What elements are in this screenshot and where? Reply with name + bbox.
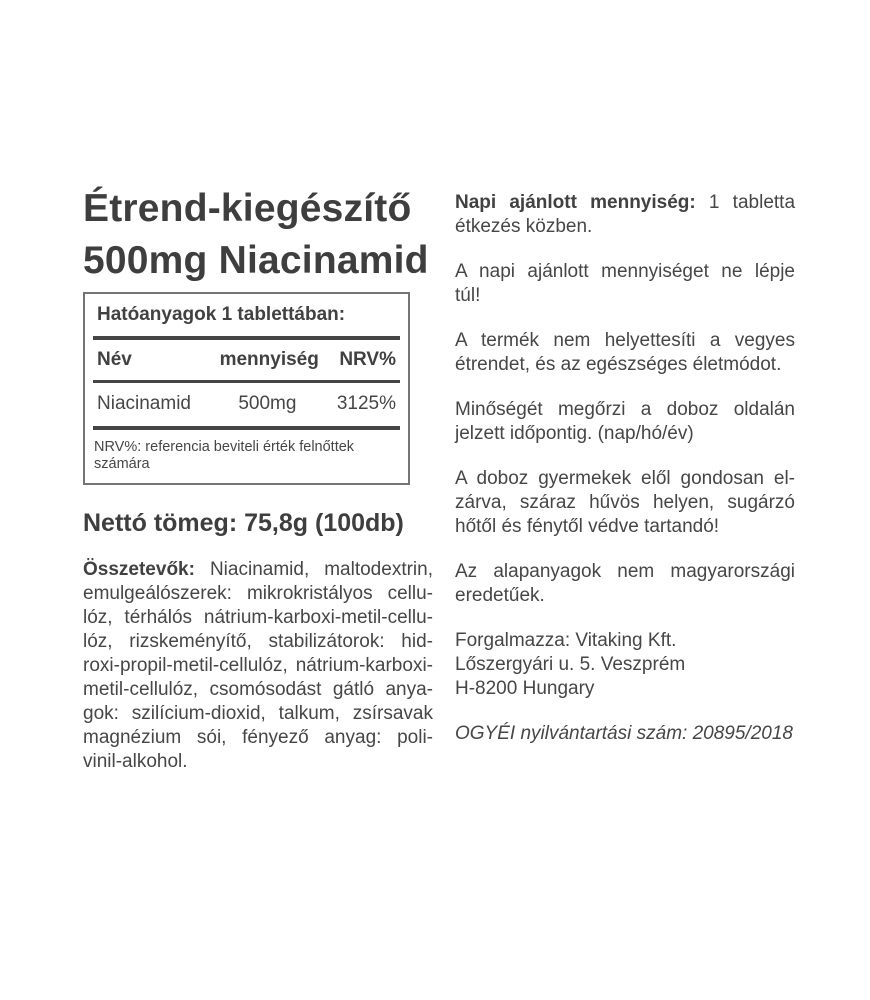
left-column <box>83 183 433 774</box>
storage-line: zárva, száraz hűvös helyen, sugárzó <box>455 492 795 513</box>
column-header-name: Név <box>97 349 132 370</box>
diet-note-line: étrendet, és az egészséges életmódot. <box>455 354 782 375</box>
ingredient-nrv-cell: 3125% <box>336 393 396 414</box>
ingredients-line: lóz, térhálós nátrium-karboxi-metil-cellu- <box>83 607 433 628</box>
product-title-line2: 500mg Niacinamid <box>83 239 429 282</box>
ingredients-paragraph <box>83 558 433 774</box>
diet-note-line: A termék nem helyettesíti a vegyes <box>455 330 795 351</box>
right-column <box>455 191 795 767</box>
ingredients-line: vinil-alkohol. <box>83 751 188 772</box>
column-header-amount: mennyiség <box>219 349 319 370</box>
warning-line: túl! <box>455 285 481 306</box>
storage-line: hőtől és fénytől védve tartandó! <box>455 516 720 537</box>
table-row <box>93 383 400 426</box>
ingredients-line: metil-cellulóz, csomósodást gátló anya- <box>83 679 433 700</box>
ingredients-line: lóz, rizskeményítő, stabilizátorok: hid- <box>83 631 433 652</box>
quality-note-line: jelzett időpontig. (nap/hó/év) <box>455 423 694 444</box>
quality-note-paragraph <box>455 398 795 446</box>
ingredients-line-rest: Niacinamid, maltodextrin, <box>194 559 433 580</box>
distributor-line: H-8200 Hungary <box>455 678 595 699</box>
registration-number-line: OGYÉI nyilvántartási szám: 20895/2018 <box>455 723 793 744</box>
dosage-line-rest: 1 tabletta <box>695 192 796 213</box>
diet-note-paragraph <box>455 329 795 377</box>
storage-paragraph <box>455 467 795 539</box>
table-note: NRV%: referencia beviteli érték felnőttek számára <box>94 439 355 472</box>
ingredients-line: magnézium sói, fényező anyag: poli- <box>83 727 433 748</box>
distributor-line: Forgalmazza: Vitaking Kft. <box>455 630 677 651</box>
warning-line: A napi ajánlott mennyiséget ne lépje <box>455 261 795 282</box>
ingredients-line <box>83 558 433 582</box>
dosage-line: étkezés közben. <box>455 216 593 237</box>
quality-note-line: Minőségét megőrzi a doboz oldalán <box>455 399 795 420</box>
active-ingredients-table <box>83 292 410 485</box>
column-header-nrv: NRV% <box>339 349 396 370</box>
storage-line: A doboz gyermekek elől gondosan el- <box>455 468 795 489</box>
ingredient-amount-cell: 500mg <box>238 393 297 414</box>
dosage-line <box>455 191 795 215</box>
table-header-row <box>93 340 400 380</box>
ingredients-line: gok: szilícium-dioxid, talkum, zsírsavak <box>83 703 433 724</box>
ingredients-line: roxi-propil-metil-cellulóz, nátrium-karboxi- <box>83 655 433 676</box>
origin-line: Az alapanyagok nem magyarországi <box>455 561 795 582</box>
table-title: Hatóanyagok 1 tablettában: <box>97 304 346 325</box>
dosage-paragraph <box>455 191 795 239</box>
overdose-warning-paragraph <box>455 260 795 308</box>
ingredient-name-cell: Niacinamid <box>97 393 191 414</box>
product-title-line1: Étrend-kiegészítő <box>83 187 412 230</box>
origin-paragraph <box>455 560 795 608</box>
product-title <box>83 183 433 287</box>
origin-line: eredetűek. <box>455 585 545 606</box>
distributor-line: Lőszergyári u. 5. Veszprém <box>455 654 686 675</box>
net-weight-heading: Nettó tömeg: 75,8g (100db) <box>83 509 404 537</box>
ingredients-lead: Összetevők: <box>83 559 195 580</box>
distributor-block <box>455 629 795 701</box>
ingredients-line: emulgeálószerek: mikrokristályos cellu- <box>83 583 433 604</box>
dosage-lead: Napi ajánlott mennyiség: <box>455 192 696 213</box>
